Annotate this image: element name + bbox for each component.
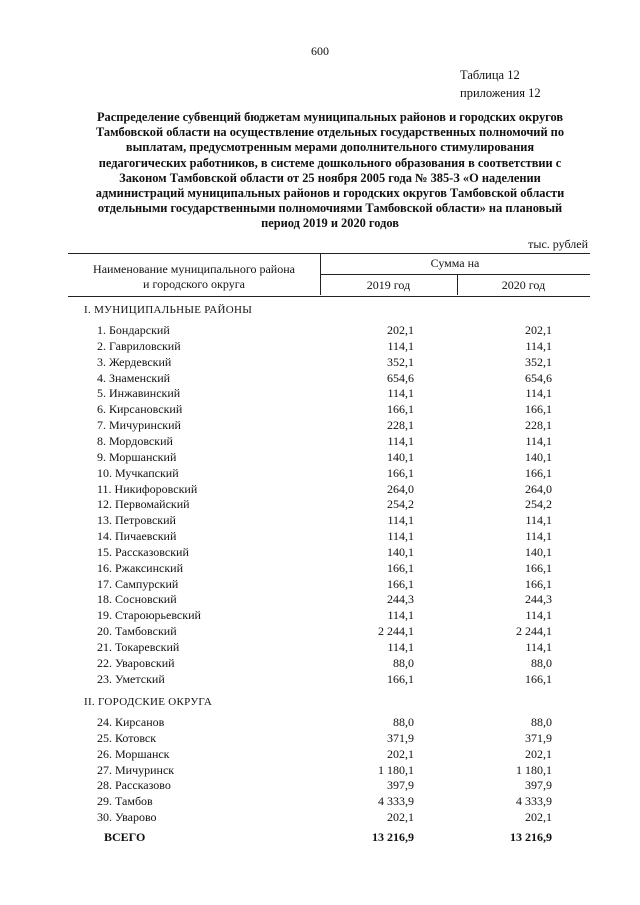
- table-row: [0, 809, 640, 825]
- row-value-2019: 114,1: [387, 640, 414, 654]
- table-row: [0, 777, 640, 793]
- document-title: Распределение субвенций бюджетам муниципальных районов и городских округов Тамбовской области на осуществление отдельных государственных полномочий по выплатам, предусмотренным мерами дополнительного стимулирования педагогических работников, в системе дошкольного образования в соответствии с Законом Тамбовской области от 25 ноября 2005 года № 385-З «О наделении администраций муниципальных районов и городских округов Тамбовской области отдельными государственными полномочиями Тамбовской области» на плановый период 2019 и 2020 годов: [95, 110, 565, 231]
- table-row: [0, 481, 640, 497]
- row-value-2020: 1 180,1: [516, 762, 552, 777]
- table-row: [0, 655, 640, 671]
- row-value-2019: 114,1: [387, 513, 414, 528]
- total-label: ВСЕГО: [104, 830, 146, 844]
- page-number: 600: [311, 44, 329, 58]
- row-value-2019: 114,1: [387, 433, 414, 448]
- column-header-name-line1: Наименование муниципального района: [93, 262, 295, 276]
- row-value-2019: 202,1: [387, 323, 414, 337]
- row-value-2019: 166,1: [387, 671, 414, 686]
- row-value-2020: 202,1: [525, 746, 552, 761]
- row-value-2020: 114,1: [525, 608, 552, 623]
- row-name: 29. Тамбов: [97, 794, 153, 809]
- row-name: 2. Гавриловский: [97, 338, 181, 353]
- row-value-2019: 88,0: [393, 715, 414, 729]
- row-value-2019: 202,1: [387, 746, 414, 761]
- row-value-2019: 371,9: [387, 730, 414, 745]
- row-name: 13. Петровский: [97, 513, 176, 528]
- row-value-2020: 202,1: [525, 810, 552, 825]
- row-value-2020: 140,1: [525, 449, 552, 464]
- section-title-city-districts: II. ГОРОДСКИЕ ОКРУГА: [84, 696, 213, 708]
- column-header-2019: 2019 год: [366, 278, 411, 292]
- row-value-2020: 228,1: [525, 418, 552, 433]
- column-header-2020: 2020 год: [501, 278, 546, 292]
- row-name: 3. Жердевский: [97, 354, 172, 369]
- total-value-2020: 13 216,9: [510, 830, 552, 844]
- table-row: [0, 714, 640, 730]
- row-value-2019: 202,1: [387, 810, 414, 825]
- column-header-name-line2: и городского округа: [143, 276, 245, 291]
- row-name: 15. Рассказовский: [97, 544, 189, 559]
- table-row: [0, 401, 640, 417]
- table-row: [0, 623, 640, 639]
- row-name: 12. Первомайский: [97, 497, 190, 512]
- row-name: 30. Уварово: [97, 810, 157, 825]
- table-row: [0, 385, 640, 401]
- table-row: [0, 322, 640, 338]
- row-value-2019: 140,1: [387, 544, 414, 559]
- table-row: [0, 370, 640, 386]
- table-ref-line1: Таблица 12: [460, 68, 520, 82]
- table-reference: [460, 66, 541, 102]
- column-header-sum: Сумма на: [430, 256, 480, 270]
- row-value-2020: 264,0: [525, 481, 552, 496]
- table-row: [0, 607, 640, 623]
- table-row: [0, 496, 640, 512]
- table-row: [0, 560, 640, 576]
- row-value-2020: 371,9: [525, 730, 552, 745]
- row-value-2019: 2 244,1: [378, 624, 414, 639]
- row-value-2019: 114,1: [387, 386, 414, 401]
- table-row: [0, 671, 640, 687]
- table-row: [0, 417, 640, 433]
- row-value-2020: 397,9: [525, 778, 552, 793]
- table-row: [0, 639, 640, 655]
- row-value-2020: 4 333,9: [516, 794, 552, 809]
- row-name: 16. Ржаксинский: [97, 560, 183, 575]
- row-value-2019: 166,1: [387, 402, 414, 417]
- table-row: [0, 354, 640, 370]
- row-value-2020: 166,1: [525, 671, 552, 686]
- table-row: [0, 576, 640, 592]
- table-row: [0, 746, 640, 762]
- row-value-2019: 140,1: [387, 449, 414, 464]
- row-name: 22. Уваровский: [97, 655, 175, 670]
- row-name: 21. Токаревский: [97, 640, 180, 654]
- row-value-2020: 114,1: [525, 529, 552, 544]
- row-name: 26. Моршанск: [97, 746, 170, 761]
- row-name: 18. Сосновский: [97, 592, 177, 607]
- table-ref-line2: приложения 12: [460, 86, 541, 100]
- row-name: 9. Моршанский: [97, 449, 177, 464]
- row-name: 20. Тамбовский: [97, 624, 177, 639]
- row-value-2020: 202,1: [525, 323, 552, 337]
- row-value-2020: 88,0: [531, 715, 552, 729]
- row-value-2019: 114,1: [387, 529, 414, 544]
- row-value-2019: 166,1: [387, 560, 414, 575]
- row-value-2019: 228,1: [387, 418, 414, 433]
- table-row: [0, 591, 640, 607]
- row-value-2019: 166,1: [387, 465, 414, 480]
- row-value-2019: 1 180,1: [378, 762, 414, 777]
- table-row: [0, 762, 640, 778]
- table-row: [0, 338, 640, 354]
- row-name: 27. Мичуринск: [97, 762, 175, 777]
- table-row: [0, 449, 640, 465]
- table-row: [0, 433, 640, 449]
- row-value-2020: 244,3: [525, 592, 552, 607]
- table-row: [0, 544, 640, 560]
- table-row: [0, 730, 640, 746]
- row-name: 28. Рассказово: [97, 778, 171, 793]
- row-name: 11. Никифоровский: [97, 481, 198, 496]
- row-value-2020: 166,1: [525, 560, 552, 575]
- row-value-2020: 166,1: [525, 576, 552, 591]
- row-value-2020: 140,1: [525, 544, 552, 559]
- column-header-name: [68, 262, 320, 291]
- total-value-2019: 13 216,9: [372, 830, 414, 844]
- row-name: 4. Знаменский: [97, 370, 171, 385]
- table-row: [0, 793, 640, 809]
- row-name: 25. Котовск: [97, 730, 157, 745]
- row-name: 10. Мучкапский: [97, 465, 179, 480]
- row-value-2020: 114,1: [525, 513, 552, 528]
- row-name: 1. Бондарский: [97, 323, 170, 337]
- row-value-2020: 114,1: [525, 338, 552, 353]
- row-value-2019: 4 333,9: [378, 794, 414, 809]
- row-name: 17. Сампурский: [97, 576, 179, 591]
- row-name: 19. Староюрьевский: [97, 608, 201, 623]
- row-value-2020: 114,1: [525, 433, 552, 448]
- row-value-2019: 114,1: [387, 338, 414, 353]
- header-divider-sum: [320, 274, 590, 275]
- row-name: 14. Пичаевский: [97, 529, 177, 544]
- row-value-2019: 397,9: [387, 778, 414, 793]
- row-value-2019: 264,0: [387, 481, 414, 496]
- row-name: 5. Инжавинский: [97, 386, 181, 401]
- row-name: 8. Мордовский: [97, 433, 173, 448]
- row-value-2019: 114,1: [387, 608, 414, 623]
- row-value-2019: 352,1: [387, 354, 414, 369]
- row-value-2020: 254,2: [525, 497, 552, 512]
- row-value-2020: 114,1: [525, 386, 552, 401]
- row-name: 6. Кирсановский: [97, 402, 183, 417]
- row-value-2019: 88,0: [393, 655, 414, 670]
- row-value-2019: 254,2: [387, 497, 414, 512]
- table-row: [0, 512, 640, 528]
- row-name: 23. Уметский: [97, 671, 165, 686]
- row-value-2020: 166,1: [525, 402, 552, 417]
- row-value-2019: 166,1: [387, 576, 414, 591]
- row-value-2020: 352,1: [525, 354, 552, 369]
- row-value-2019: 244,3: [387, 592, 414, 607]
- row-value-2019: 654,6: [387, 370, 414, 385]
- row-name: 24. Кирсанов: [97, 715, 165, 729]
- row-name: 7. Мичуринский: [97, 418, 181, 433]
- row-value-2020: 654,6: [525, 370, 552, 385]
- table-row: [0, 465, 640, 481]
- row-value-2020: 2 244,1: [516, 624, 552, 639]
- table-row: [0, 528, 640, 544]
- row-value-2020: 166,1: [525, 465, 552, 480]
- row-value-2020: 114,1: [525, 640, 552, 654]
- units-label: тыс. рублей: [528, 237, 588, 251]
- row-value-2020: 88,0: [531, 655, 552, 670]
- total-row: [0, 829, 640, 845]
- section-title-districts: I. МУНИЦИПАЛЬНЫЕ РАЙОНЫ: [84, 304, 253, 316]
